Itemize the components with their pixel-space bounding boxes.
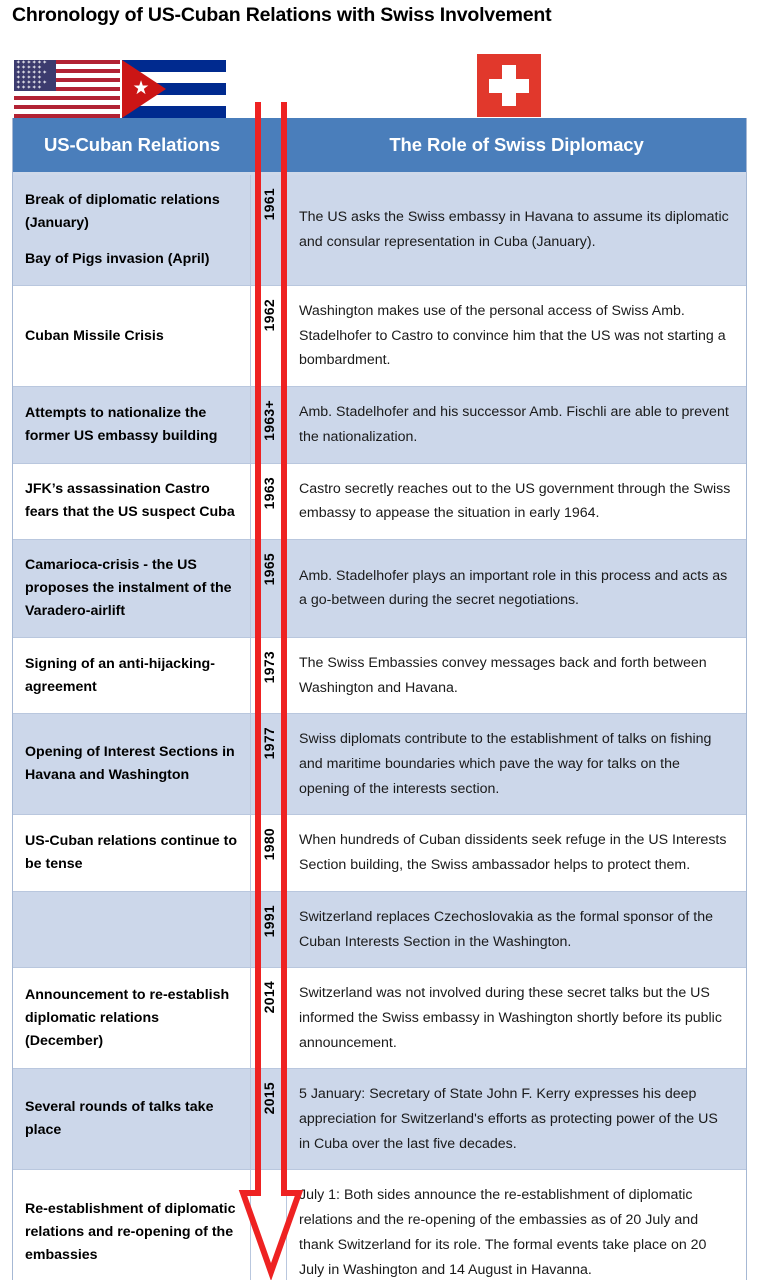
table-row: [13, 386, 746, 462]
description-text: Swiss diplomats contribute to the establishment of talks on fishing and maritime boundaries which pave the way for talks on the opening of the interests section.: [299, 731, 712, 797]
year-cell: [251, 175, 287, 285]
us-flag-icon: [14, 60, 120, 118]
table-row: [13, 285, 746, 386]
description-cell: [287, 387, 746, 462]
year-cell: [251, 1069, 287, 1169]
description-cell: [287, 1069, 746, 1169]
year-cell: [251, 387, 287, 462]
event-text: Break of diplomatic relations (January): [25, 192, 220, 231]
event-cell: [13, 892, 251, 967]
year-label: 1963: [260, 476, 277, 509]
event-cell: [13, 464, 251, 539]
event-text: Opening of Interest Sections in Havana and Washington: [25, 744, 235, 784]
year-label: 1961: [260, 188, 277, 221]
event-cell: [13, 815, 251, 890]
year-label: 1977: [260, 727, 277, 760]
table-header-row: [13, 118, 746, 175]
event-text: Camarioca-crisis - the US proposes the instalment of the Varadero-airlift: [25, 556, 232, 619]
year-cell: [251, 968, 287, 1068]
table-row: [13, 814, 746, 890]
year-cell: [251, 286, 287, 386]
year-cell: [251, 714, 287, 814]
year-label: 1962: [260, 299, 277, 332]
year-cell: [251, 815, 287, 890]
event-cell: [13, 1170, 251, 1280]
event-cell: [13, 968, 251, 1068]
cuba-flag-star-icon: ★: [132, 78, 150, 99]
description-text: Amb. Stadelhofer and his successor Amb. Fischli are able to prevent the nationalization.: [299, 404, 729, 445]
description-cell: [287, 540, 746, 637]
description-text: The Swiss Embassies convey messages back and forth between Washington and Havana.: [299, 654, 707, 696]
event-text: Bay of Pigs invasion (April): [25, 251, 210, 267]
year-label: 2015: [260, 1082, 277, 1115]
description-text: Castro secretly reaches out to the US government through the Swiss embassy to appease the situation in early 1964.: [299, 480, 731, 522]
description-text: Switzerland was not involved during these secret talks but the US informed the Swiss embassy in Washington shortly before its public announcement.: [299, 985, 722, 1051]
description-cell: [287, 968, 746, 1068]
year-cell: [251, 464, 287, 539]
description-text: When hundreds of Cuban dissidents seek refuge in the US Interests Section building, the Swiss ambassador helps to protect them.: [299, 832, 727, 874]
cuba-flag-icon: [122, 60, 226, 118]
page-title: Chronology of US-Cuban Relations with Swiss Involvement: [12, 4, 552, 26]
event-text: JFK’s assassination Castro fears that the US suspect Cuba: [25, 481, 235, 521]
event-text: Attempts to nationalize the former US embassy building: [25, 404, 218, 444]
event-cell: [13, 638, 251, 713]
table-row: [13, 1068, 746, 1169]
event-cell: [13, 540, 251, 637]
table-row: [13, 637, 746, 713]
description-text: Washington makes use of the personal access of Swiss Amb. Stadelhofer to Castro to convince him that the US was not starting a bombardment.: [299, 303, 726, 369]
event-text: Several rounds of talks take place: [25, 1099, 214, 1139]
description-cell: [287, 815, 746, 890]
column-header-year: [251, 118, 287, 172]
description-text: 5 January: Secretary of State John F. Kerry expresses his deep appreciation for Switzerland's efforts as protecting power of the US in Cuba over the last five decades.: [299, 1086, 718, 1152]
table-row: [13, 175, 746, 285]
description-cell: [287, 286, 746, 386]
year-label: 1973: [260, 650, 277, 684]
table-row: [13, 891, 746, 967]
description-cell: [287, 464, 746, 539]
table-body: [13, 175, 746, 1280]
description-text: July 1: Both sides announce the re-establishment of diplomatic relations and the re-opening of the embassies as of 20 July and thank Switzerland for its role. The formal events take place on 20 July in Washington and 14 August in Havanna.: [299, 1187, 707, 1278]
description-cell: [287, 175, 746, 285]
table-row: [13, 463, 746, 539]
event-text: Announcement to re-establish diplomatic relations (December): [25, 986, 230, 1049]
year-label: 1980: [260, 828, 277, 861]
table-row: [13, 539, 746, 637]
description-text: Switzerland replaces Czechoslovakia as the formal sponsor of the Cuban Interests Section in the Washington.: [299, 908, 714, 950]
table-row: [13, 1169, 746, 1280]
event-cell: [13, 387, 251, 462]
event-text: Re-establishment of diplomatic relations and re-opening of the embassies: [25, 1201, 236, 1264]
chronology-table: [12, 118, 747, 1280]
description-text: Amb. Stadelhofer plays an important role in this process and acts as a go-between during the secret negotiations.: [299, 567, 728, 609]
table-row: [13, 713, 746, 814]
description-cell: [287, 892, 746, 967]
event-text: US-Cuban relations continue to be tense: [25, 833, 238, 873]
event-text: Signing of an anti-hijacking-agreement: [25, 655, 215, 695]
description-cell: [287, 1170, 746, 1280]
year-label: 1963+: [260, 400, 277, 441]
us-flag-canton: ✶✶✶✶✶✶ ✶✶✶✶✶ ✶✶✶✶✶✶ ✶✶✶✶✶ ✶✶✶✶✶✶ ✶✶✶✶✶: [14, 60, 56, 91]
event-text: Cuban Missile Crisis: [25, 327, 164, 344]
event-cell: [13, 714, 251, 814]
table-row: [13, 967, 746, 1068]
year-label: 1965: [260, 552, 277, 586]
event-cell: [13, 286, 251, 386]
description-text: The US asks the Swiss embassy in Havana to assume its diplomatic and consular representation in Cuba (January).: [299, 209, 729, 250]
year-cell: [251, 540, 287, 637]
description-cell: [287, 638, 746, 713]
event-cell: [13, 175, 251, 285]
year-cell: [251, 638, 287, 713]
swiss-flag-icon: [477, 54, 541, 117]
column-header-swiss-diplomacy: The Role of Swiss Diplomacy: [389, 134, 644, 155]
year-cell: [251, 892, 287, 967]
year-label: 1991: [260, 904, 277, 938]
year-cell: [251, 1170, 287, 1280]
description-cell: [287, 714, 746, 814]
column-header-us-cuban-relations: US-Cuban Relations: [43, 134, 221, 155]
year-label: 2014: [260, 981, 277, 1014]
event-cell: [13, 1069, 251, 1169]
